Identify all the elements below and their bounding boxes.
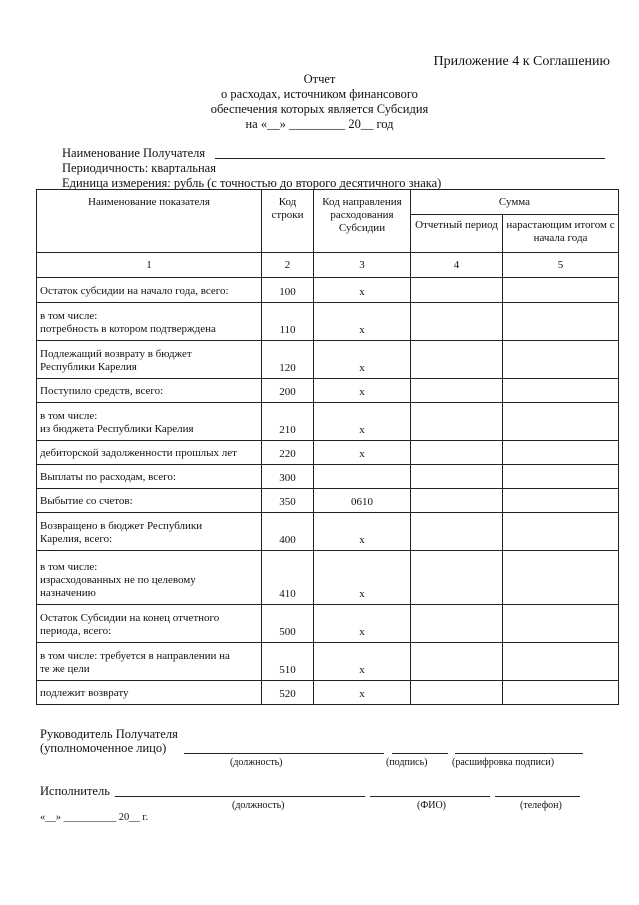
col-number: 2 [262,253,314,278]
indicator-name-cell: подлежит возврату [37,681,262,705]
reporting-period-value-cell[interactable] [411,379,503,403]
report-date-line: на «__» _________ 20__ год [245,117,394,131]
authorized-person-label: (уполномоченное лицо) [40,741,167,755]
direction-code-cell: x [314,605,411,643]
header-direction-code: Код направления расходования Субсидии [314,190,411,253]
direction-code-cell: x [314,303,411,341]
direction-code-cell: x [314,278,411,303]
cumulative-value-cell[interactable] [503,489,619,513]
direction-code-cell: x [314,513,411,551]
table-row [37,341,619,379]
direction-code-cell: x [314,681,411,705]
indicator-name-cell: в том числе: потребность в котором подтверждена [37,303,262,341]
table-row [37,465,619,489]
head-decoding-line[interactable] [455,753,583,754]
table-row [37,303,619,341]
indicator-name-cell: Выплаты по расходам, всего: [37,465,262,489]
cumulative-value-cell[interactable] [503,681,619,705]
line-code-cell: 400 [262,513,314,551]
line-code-cell: 210 [262,403,314,441]
indicator-name-cell: Остаток субсидии на начало года, всего: [37,278,262,303]
header-sum: Сумма [411,190,619,215]
cumulative-value-cell[interactable] [503,341,619,379]
cumulative-value-cell[interactable] [503,303,619,341]
header-cumulative: нарастающим итогом с начала года [503,215,619,253]
recipient-label: Наименование Получателя [62,146,206,160]
phone-caption: (телефон) [520,800,562,811]
col-number: 4 [411,253,503,278]
table-row [37,605,619,643]
date-line: «__» __________ 20__ г. [40,812,149,823]
table-row [37,403,619,441]
direction-code-cell: x [314,403,411,441]
reporting-period-value-cell[interactable] [411,465,503,489]
reporting-period-value-cell[interactable] [411,681,503,705]
reporting-period-value-cell[interactable] [411,605,503,643]
executor-phone-line[interactable] [495,796,580,797]
reporting-period-value-cell[interactable] [411,341,503,379]
cumulative-value-cell[interactable] [503,551,619,605]
executor-label: Исполнитель [40,784,110,798]
direction-code-cell: x [314,379,411,403]
line-code-cell: 410 [262,551,314,605]
reporting-period-value-cell[interactable] [411,643,503,681]
direction-code-cell: x [314,341,411,379]
cumulative-value-cell[interactable] [503,643,619,681]
header-line-code: Код строки [262,190,314,253]
table-row [37,379,619,403]
reporting-period-value-cell[interactable] [411,551,503,605]
report-subtitle-2: обеспечения которых является Субсидия [210,102,429,116]
header-indicator-name: Наименование показателя [37,190,262,253]
cumulative-value-cell[interactable] [503,379,619,403]
line-code-cell: 120 [262,341,314,379]
line-code-cell: 220 [262,441,314,465]
table-row [37,489,619,513]
line-code-cell: 110 [262,303,314,341]
col-number: 3 [314,253,411,278]
table-row [37,441,619,465]
direction-code-cell: 0610 [314,489,411,513]
indicator-name-cell: в том числе: израсходованных не по целевому назначению [37,551,262,605]
executor-position-line[interactable] [115,796,365,797]
indicator-name-cell: в том числе: из бюджета Республики Карелия [37,403,262,441]
reporting-period-value-cell[interactable] [411,303,503,341]
appendix-label: Приложение 4 к Соглашению [433,54,610,69]
table-row [37,278,619,303]
reporting-period-value-cell[interactable] [411,441,503,465]
table-row [37,643,619,681]
reporting-period-value-cell[interactable] [411,489,503,513]
reporting-period-value-cell[interactable] [411,278,503,303]
line-code-cell: 520 [262,681,314,705]
executor-position-caption: (должность) [232,800,285,811]
head-label: Руководитель Получателя [40,727,178,741]
direction-code-cell: x [314,551,411,605]
periodicity-label: Периодичность: квартальная [62,161,216,175]
report-title: Отчет [303,72,336,86]
indicator-name-cell: дебиторской задолженности прошлых лет [37,441,262,465]
col-number: 1 [37,253,262,278]
col-number: 5 [503,253,619,278]
unit-label: Единица измерения: рубль (с точностью до второго десятичного знака) [62,176,442,190]
line-code-cell: 510 [262,643,314,681]
recipient-field-line[interactable] [215,158,605,159]
direction-code-cell: x [314,643,411,681]
direction-code-cell: x [314,441,411,465]
line-code-cell: 200 [262,379,314,403]
fio-caption: (ФИО) [417,800,447,811]
indicator-name-cell: Остаток Субсидии на конец отчетного периода, всего: [37,605,262,643]
table-row [37,513,619,551]
signature-caption: (подпись) [386,757,428,768]
cumulative-value-cell[interactable] [503,441,619,465]
report-table [36,189,619,705]
reporting-period-value-cell[interactable] [411,513,503,551]
column-numbers-row [37,253,619,278]
report-subtitle-1: о расходах, источником финансового [221,87,418,101]
cumulative-value-cell[interactable] [503,605,619,643]
direction-code-cell [314,465,411,489]
indicator-name-cell: Поступило средств, всего: [37,379,262,403]
indicator-name-cell: в том числе: требуется в направлении на те же цели [37,643,262,681]
head-signature-line[interactable] [392,753,448,754]
position-caption: (должность) [230,757,283,768]
indicator-name-cell: Выбытие со счетов: [37,489,262,513]
line-code-cell: 350 [262,489,314,513]
cumulative-value-cell[interactable] [503,513,619,551]
cumulative-value-cell[interactable] [503,403,619,441]
line-code-cell: 100 [262,278,314,303]
indicator-name-cell: Возвращено в бюджет Республики Карелия, всего: [37,513,262,551]
line-code-cell: 500 [262,605,314,643]
decoding-caption: (расшифровка подписи) [452,757,555,768]
executor-fio-line[interactable] [370,796,490,797]
indicator-name-cell: Подлежащий возврату в бюджет Республики Карелия [37,341,262,379]
table-row [37,551,619,605]
table-row [37,681,619,705]
line-code-cell: 300 [262,465,314,489]
cumulative-value-cell[interactable] [503,465,619,489]
header-reporting-period: Отчетный период [411,215,503,253]
cumulative-value-cell[interactable] [503,278,619,303]
reporting-period-value-cell[interactable] [411,403,503,441]
head-position-line[interactable] [184,753,384,754]
